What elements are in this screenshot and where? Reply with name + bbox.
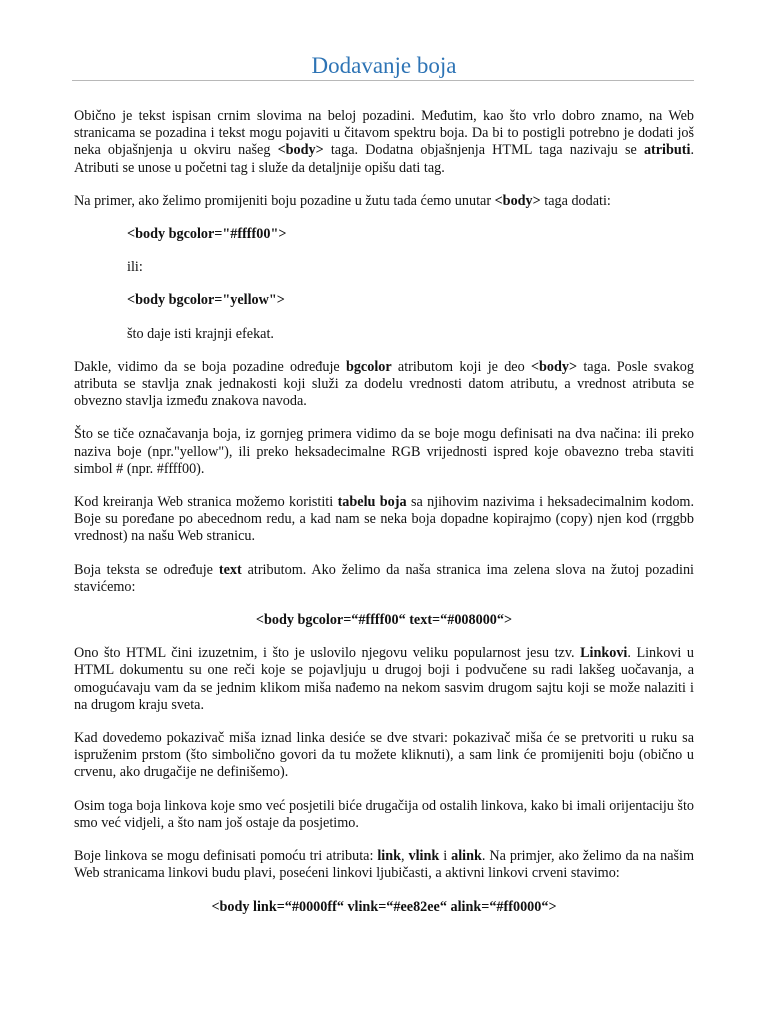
code-example-name: <body bgcolor="yellow">: [127, 292, 285, 309]
paragraph-link-attributes: Boje linkova se mogu definisati pomoću tri atributa: link, vlink i alink. Na primjer, ako želimo da na našim Web stranicama linkovi budu plavi, posećeni linkovi ljubičasti, a aktivni linkovi crveni stavimo:: [74, 848, 694, 882]
code-example-hex: <body bgcolor="#ffff00">: [127, 226, 287, 243]
code-example-text-color: <body bgcolor=“#ffff00“ text=“#008000“>: [255, 612, 513, 629]
or-text: ili:: [127, 259, 143, 276]
code-example-link-colors: <body link=“#0000ff“ vlink=“#ee82ee“ alink=“#ff0000“>: [211, 898, 557, 915]
title-underline: [72, 80, 694, 81]
paragraph-intro: Obično je tekst ispisan crnim slovima na beloj pozadini. Međutim, kao što vrlo dobro znamo, na Web stranicama se pozadina i tekst mogu pojaviti u čitavom spektru boja. Da bi to postigli potrebno je dodati još neka objašnjenja u okviru našeg <body> taga. Dodatna objašnjenja HTML taga nazivaju se atributi. Atributi se unose u početni tag i služe da detaljnije opišu dati tag.: [74, 108, 694, 176]
paragraph-text-color: Boja teksta se određuje text atributom. Ako želimo da naša stranica ima zelena slova na žutoj pozadini stavićemo:: [74, 561, 694, 595]
paragraph-color-notation: Što se tiče označavanja boja, iz gornjeg primera vidimo da se boje mogu definisati na dva načina: ili preko naziva boje (npr."yellow"), ili preko heksadecimalne RGB vrijednosti ispred koje obavezno treba staviti simbol # (npr. #ffff00).: [74, 426, 694, 477]
paragraph-mouse-hover: Kad dovedemo pokazivač miša iznad linka desiće se dve stvari: pokazivač miša će se pretvoriti u ruku sa ispruženim prstom (što simbolično govori da tu možete kliknuti), a sam link će promijeniti boju (obično u crvenu, ako drugačije ne definišemo).: [74, 730, 694, 781]
paragraph-example-intro: Na primer, ako želimo promijeniti boju pozadine u žutu tada ćemo unutar <body> taga dodati:: [74, 192, 611, 209]
same-effect-text: što daje isti krajnji efekat.: [127, 325, 274, 342]
paragraph-color-table: Kod kreiranja Web stranica možemo koristiti tabelu boja sa njihovim nazivima i heksadecimalnim kodom. Boje su poređane po abecednom redu, a kad nam se neka boja dopadne kopirajmo (copy) njen kod (rrggbb vrednost) na našu Web stranicu.: [74, 494, 695, 545]
paragraph-bgcolor: Dakle, vidimo da se boja pozadine određuje bgcolor atributom koji je deo <body> taga. Posle svakog atributa se stavlja znak jednakosti koji služi za dodelu vrednosti datom atributu, a vrednost atributa se obvezno stavlja između znakova navoda.: [74, 358, 694, 410]
paragraph-links: Ono što HTML čini izuzetnim, i što je uslovilo njegovu veliku popularnost jesu tzv. Linkovi. Linkovi u HTML dokumentu su one reči koje se pojavljuju u drugoj boji i podvučene su radi lakšeg uočavanja, a omogućavaju vam da se jednim klikom miša nađemo na nekom sasvim drugom sajtu koji se može nalaziti i na drugom kraju sveta.: [74, 645, 694, 713]
page-title: Dodavanje boja: [311, 53, 457, 78]
document-body: [74, 108, 694, 916]
paragraph-visited-links: Osim toga boja linkova koje smo već posjetili biće drugačija od ostalih linkova, kako bi imali orijentaciju što smo već vidjeli, a što nam još ostaje da posjetimo.: [74, 797, 694, 831]
